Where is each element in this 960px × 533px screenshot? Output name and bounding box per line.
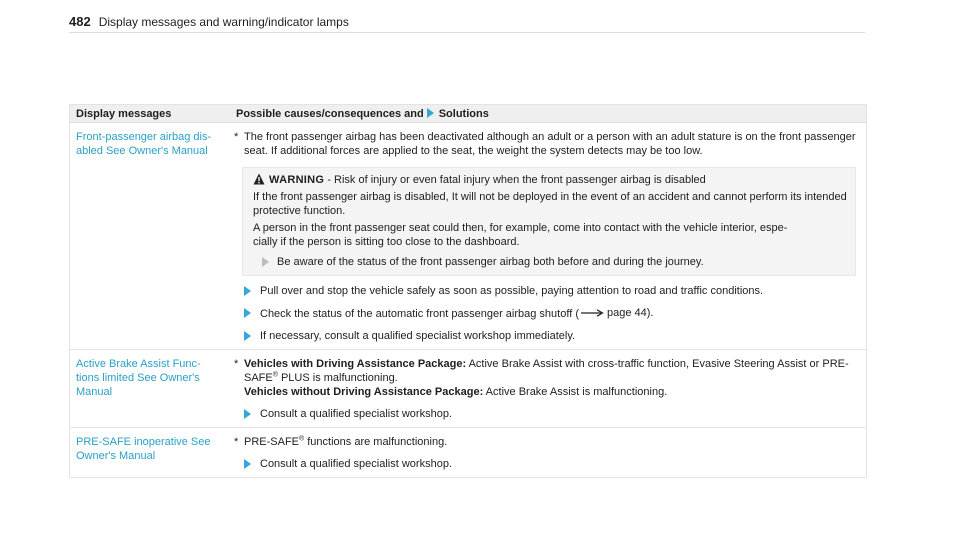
condition-text: Active Brake Assist with cross-traffic function, Evasive Steering Assist or PRE-SAFE [244, 358, 849, 384]
warning-paragraph-2: A person in the front passenger seat could then, for example, come into contact with the vehicle interior, espe- cially if the person is sitting too close to the dashboard. [253, 222, 788, 248]
registered-mark: ® [299, 435, 305, 443]
causes-cell [230, 123, 866, 349]
chapter-title: Display messages and warning/indicator lamps [98, 15, 349, 29]
cause-text-content: PRE-SAFE [244, 436, 300, 448]
page-reference-link[interactable] [579, 306, 653, 320]
page-number: 482 [69, 14, 91, 29]
table-header-row [70, 105, 866, 122]
column-header-solutions-text: Solutions [438, 107, 489, 120]
action-text: If necessary, consult a qualified specialist workshop immediately. [260, 330, 576, 342]
star-marker: * [234, 358, 239, 370]
table-row [70, 122, 866, 349]
action-text: Check the status of the automatic front passenger airbag shutoff ( [260, 308, 579, 320]
message-front-passenger-airbag: Front-passenger airbag dis- abled See Owner's Manual [76, 131, 212, 157]
warning-box [242, 167, 856, 276]
condition-label: Vehicles with Driving Assistance Package: [244, 358, 467, 370]
registered-mark: ® [272, 371, 278, 379]
action-consult [234, 457, 856, 471]
star-marker: * [234, 131, 239, 143]
condition-text: Active Brake Assist is malfunctioning. [483, 386, 668, 398]
arrow-right-icon [427, 108, 434, 118]
action-pull-over [234, 284, 856, 298]
arrow-right-icon [244, 459, 251, 469]
causes-cell [230, 428, 866, 477]
display-messages-table [69, 104, 867, 478]
cause-text [234, 435, 856, 449]
arrow-right-icon [244, 409, 251, 419]
arrow-right-icon [244, 286, 251, 296]
message-active-brake-assist: Active Brake Assist Func- tions limited See Owner's Manual [76, 358, 201, 398]
page-header [69, 8, 865, 33]
column-header-causes [230, 107, 866, 121]
arrow-right-icon [262, 257, 269, 267]
action-text: Pull over and stop the vehicle safely as soon as possible, paying attention to road and traffic conditions. [260, 285, 764, 297]
table-row [70, 427, 866, 477]
cause-text-content: The front passenger airbag has been deactivated although an adult or a person with an adult stature is on the front passenger seat. If additional forces are applied to the seat, the weight the system detects may be too low. [244, 131, 856, 157]
arrow-right-icon [244, 308, 251, 318]
causes-cell [230, 350, 866, 427]
page-reference-text: page 44). [606, 307, 654, 319]
warning-action [253, 255, 847, 269]
condition-text: PLUS is malfunctioning. [277, 372, 398, 384]
condition-label: Vehicles without Driving Assistance Package: [244, 386, 484, 398]
table-row [70, 349, 866, 427]
message-pre-safe-inoperative: PRE-SAFE inoperative See Owner's Manual [76, 436, 211, 462]
action-check-status [234, 306, 856, 321]
action-text: Consult a qualified specialist workshop. [260, 458, 452, 470]
action-consult-immediately [234, 329, 856, 343]
warning-action-text: Be aware of the status of the front passenger airbag both before and during the journey. [277, 256, 704, 268]
column-header-display-messages: Display messages [76, 107, 172, 120]
warning-label: WARNING [269, 174, 325, 186]
action-text: Consult a qualified specialist workshop. [260, 408, 452, 420]
condition-without-package [234, 385, 856, 399]
warning-paragraph-1: If the front passenger airbag is disabled, It will not be deployed in the event of an accident and cannot perform its intended protective function. [253, 191, 847, 217]
condition-with-package [234, 357, 856, 385]
star-marker: * [234, 436, 239, 448]
long-arrow-right-icon [581, 309, 605, 317]
cause-text [234, 130, 856, 158]
cause-text-content: functions are malfunctioning. [304, 436, 448, 448]
column-header-causes-text: Possible causes/consequences and [236, 107, 424, 120]
warning-title-text: - Risk of injury or even fatal injury when the front passenger airbag is disabled [324, 174, 706, 186]
warning-triangle-icon [253, 173, 265, 185]
action-consult [234, 407, 856, 421]
arrow-right-icon [244, 331, 251, 341]
warning-title [253, 173, 847, 187]
